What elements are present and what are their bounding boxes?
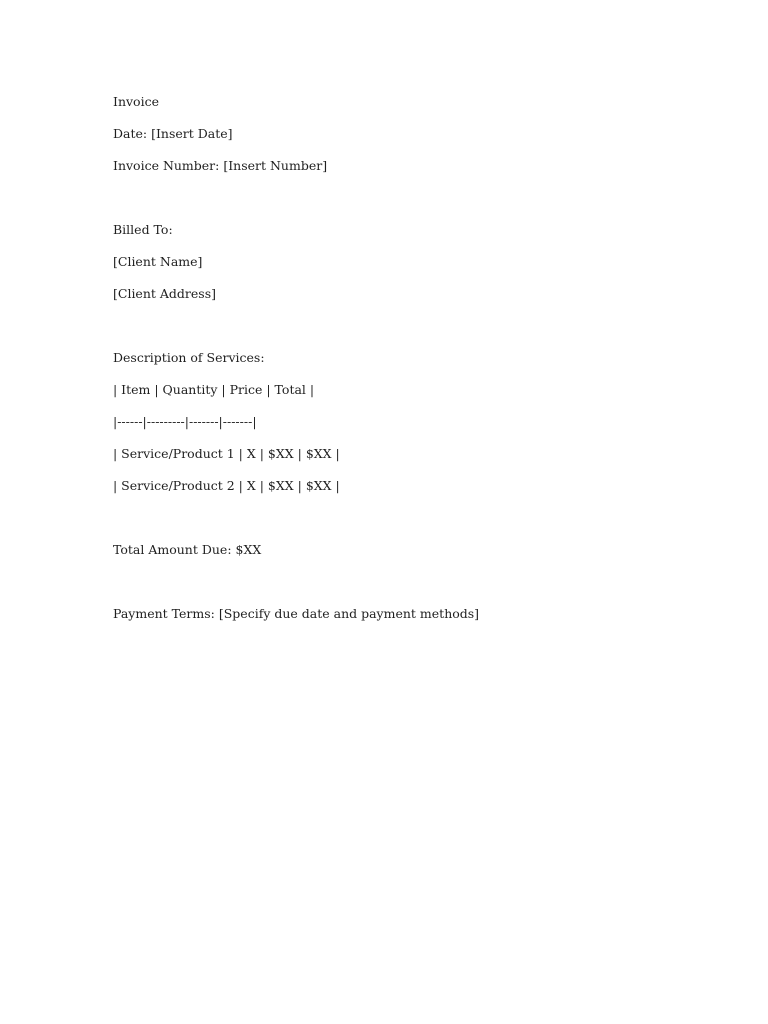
payment-terms-line: Payment Terms: [Specify due date and payment methods]: [113, 606, 480, 621]
table-row: | Service/Product 2 | X | $XX | $XX |: [113, 478, 340, 493]
client-name: [Client Name]: [113, 254, 203, 269]
services-heading: Description of Services:: [113, 350, 265, 365]
table-header-line: | Item | Quantity | Price | Total |: [113, 382, 315, 397]
blank-line: [113, 573, 673, 605]
invoice-document: [113, 93, 673, 637]
table-row: | Service/Product 1 | X | $XX | $XX |: [113, 446, 340, 461]
client-address: [Client Address]: [113, 286, 216, 301]
billed-to-heading: Billed To:: [113, 222, 173, 237]
invoice-title: Invoice: [113, 94, 159, 109]
date-line: Date: [Insert Date]: [113, 126, 233, 141]
table-separator-line: |------|---------|-------|-------|: [113, 414, 257, 429]
blank-line: [113, 317, 673, 349]
blank-line: [113, 189, 673, 221]
invoice-number-line: Invoice Number: [Insert Number]: [113, 158, 328, 173]
total-amount-line: Total Amount Due: $XX: [113, 542, 262, 557]
blank-line: [113, 509, 673, 541]
